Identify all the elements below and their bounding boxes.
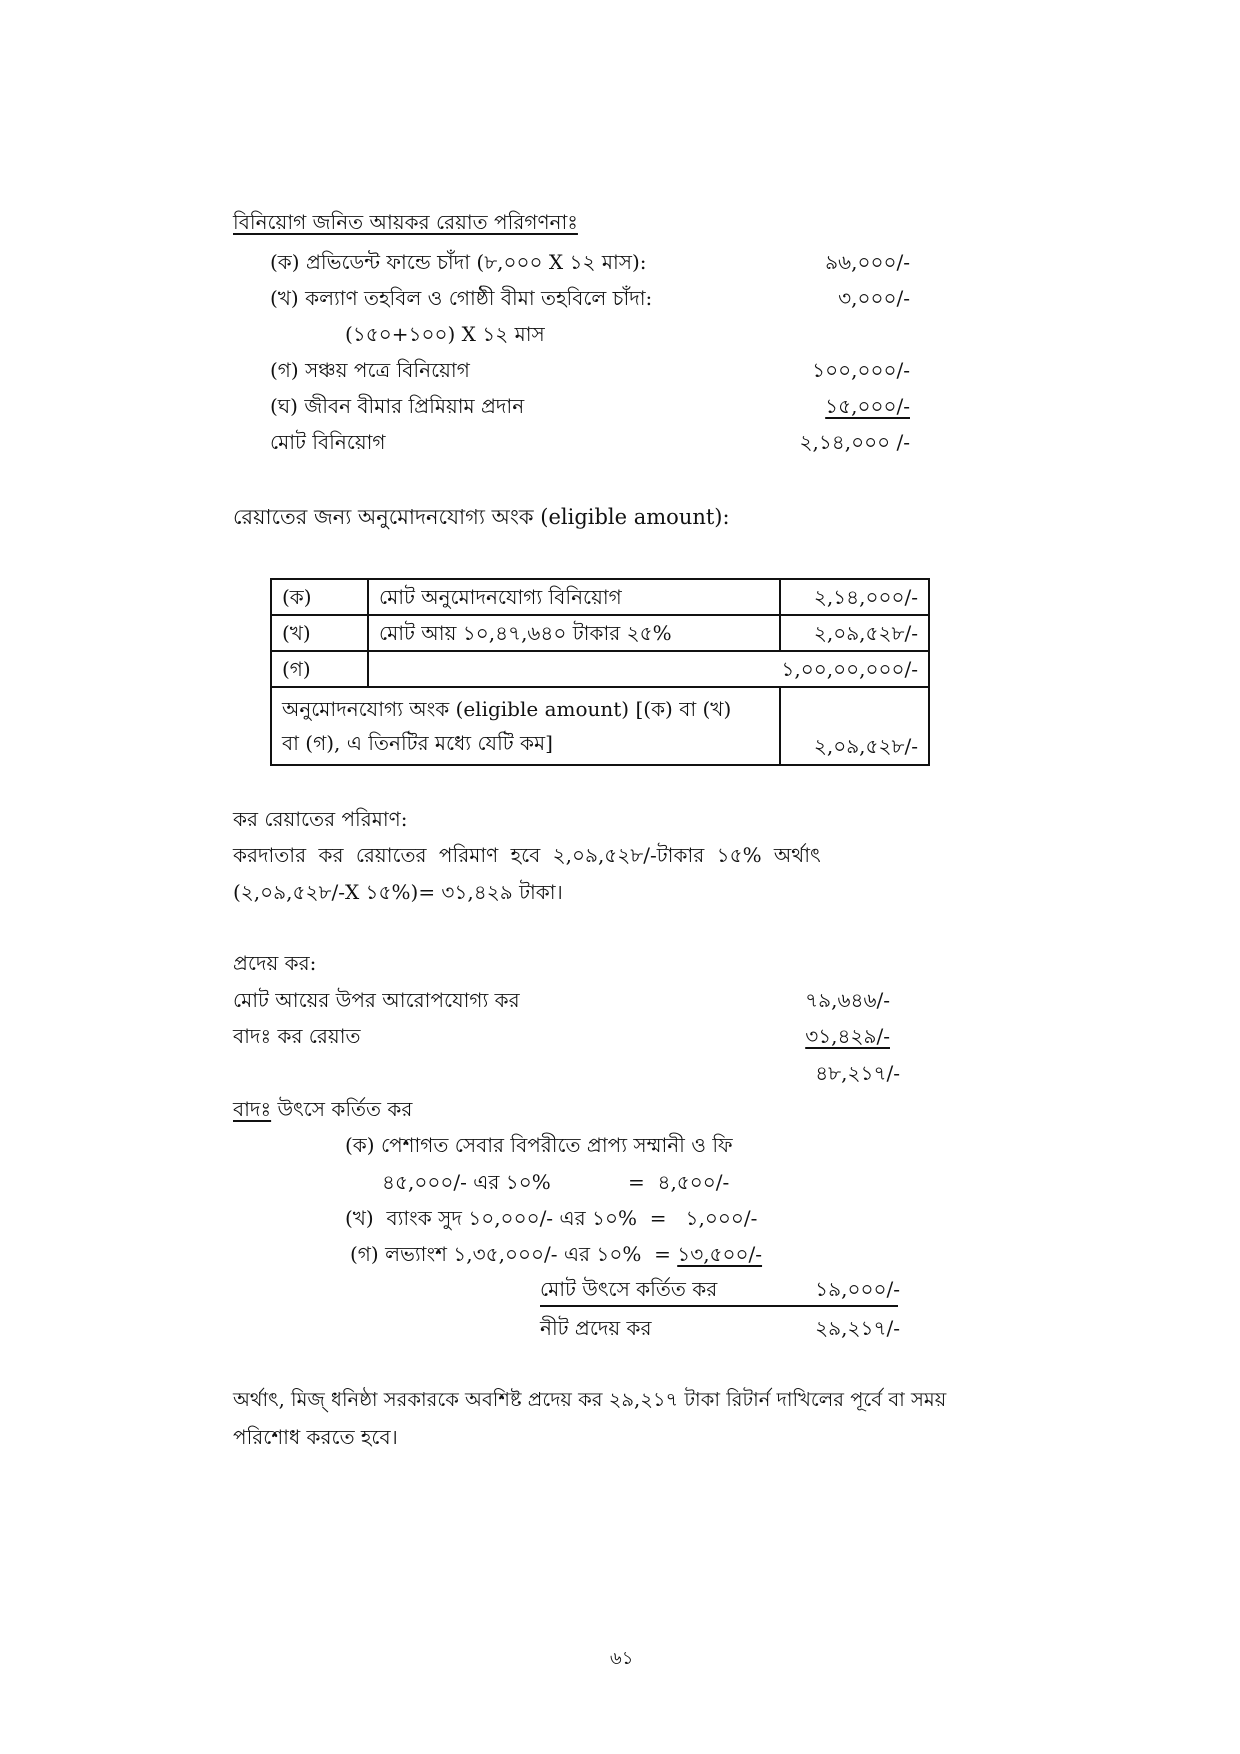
- investment-item-label: (খ) কল্যাণ তহবিল ও গোষ্ঠী বীমা তহবিলে চাঁদা:: [270, 286, 653, 310]
- investment-item-amount: ৩,০০০/-: [838, 286, 910, 310]
- source-c-prefix: (গ) লভ্যাংশ ১,৩৫,০০০/- এর ১০% =: [350, 1242, 678, 1266]
- page-number: ৬১: [610, 1648, 634, 1669]
- investment-total-amount: ২,১৪,০০০ /-: [799, 430, 910, 454]
- table-cell-final-amount: ২,০৯,৫২৮/-: [780, 687, 929, 765]
- table-cell-amount: ২,১৪,০০০/-: [780, 579, 929, 615]
- less-rebate-label: বাদঃ কর রেয়াত: [233, 1024, 361, 1048]
- source-tax-prefix: বাদঃ: [233, 1097, 272, 1121]
- total-source-label: মোট উৎসে কর্তিত কর: [540, 1277, 718, 1301]
- subtotal-amount: ৪৮,২১৭/-: [815, 1061, 900, 1085]
- tax-amount: ৭৯,৬৪৬/-: [805, 988, 890, 1012]
- table-cell-amount: ১,০০,০০,০০০/-: [368, 651, 929, 687]
- source-b: (খ) ব্যাংক সুদ ১০,০০০/- এর ১০% = ১,০০০/-: [345, 1206, 758, 1230]
- table-row: [271, 579, 929, 615]
- net-tax-amount: ২৯,২১৭/-: [815, 1316, 900, 1340]
- net-tax-label: নীট প্রদেয় কর: [540, 1316, 652, 1340]
- total-source-rule: [540, 1305, 898, 1307]
- table-row: [271, 615, 929, 651]
- source-a-calc: ৪৫,০০০/- এর ১০%: [382, 1170, 551, 1194]
- conclusion-line2: পরিশোধ করতে হবে।: [233, 1425, 398, 1449]
- rebate-heading: কর রেয়াতের পরিমাণ:: [233, 807, 408, 831]
- investment-item-amount: ৯৬,০০০/-: [825, 250, 910, 274]
- table-cell-code: (খ): [271, 615, 368, 651]
- investment-total-label: মোট বিনিয়োগ: [270, 430, 386, 454]
- source-c-amount: ১৩,৫০০/-: [677, 1242, 763, 1266]
- table-cell-final-desc: [271, 687, 780, 765]
- table-cell-code: (ক): [271, 579, 368, 615]
- rebate-line1: করদাতার কর রেয়াতের পরিমাণ হবে ২,০৯,৫২৮/-টাকার ১৫% অর্থাৎ: [233, 843, 821, 867]
- investment-item-amount: ১৫,০০০/-: [825, 394, 910, 418]
- source-a-amount: = ৪,৫০০/-: [628, 1170, 730, 1194]
- investment-item-amount: ১০০,০০০/-: [812, 358, 910, 382]
- table-row: [271, 651, 929, 687]
- table-cell-code: (গ): [271, 651, 368, 687]
- investment-item-label: (১৫০+১০০) X ১২ মাস: [345, 322, 545, 346]
- table-cell-desc: মোট অনুমোদনযোগ্য বিনিয়োগ: [368, 579, 780, 615]
- investment-item-label: (ঘ) জীবন বীমার প্রিমিয়াম প্রদান: [270, 394, 525, 418]
- final-desc-line1: অনুমোদনযোগ্য অংক (eligible amount) [(ক) বা (খ): [282, 697, 732, 721]
- conclusion-line1: অর্থাৎ, মিজ্ ধনিষ্ঠা সরকারকে অবশিষ্ট প্রদেয় কর ২৯,২১৭ টাকা রিটার্ন দাখিলের পূর্বে বা সময়: [233, 1388, 947, 1411]
- investment-heading: বিনিয়োগ জনিত আয়কর রেয়াত পরিগণনাঃ: [233, 210, 578, 234]
- tax-label: মোট আয়ের উপর আরোপযোগ্য কর: [233, 988, 520, 1012]
- eligible-amount-table: [270, 578, 930, 766]
- investment-item-label: (ক) প্রভিডেন্ট ফান্ডে চাঁদা (৮,০০০ X ১২ মাস):: [270, 250, 647, 274]
- table-row: [271, 687, 929, 765]
- source-tax-rest: উৎসে কর্তিত কর: [271, 1097, 413, 1121]
- payable-heading: প্রদেয় কর:: [233, 951, 317, 975]
- source-tax-heading: [233, 1097, 412, 1121]
- total-source-amount: ১৯,০০০/-: [815, 1277, 900, 1301]
- final-desc-line2: বা (গ), এ তিনটির মধ্যে যেটি কম]: [282, 731, 553, 755]
- eligible-heading: রেয়াতের জন্য অনুমোদনযোগ্য অংক (eligible amount):: [233, 505, 730, 529]
- less-rebate-amount: ৩১,৪২৯/-: [805, 1024, 890, 1048]
- table-cell-desc: মোট আয় ১০,৪৭,৬৪০ টাকার ২৫%: [368, 615, 780, 651]
- rebate-line2: (২,০৯,৫২৮/-X ১৫%)= ৩১,৪২৯ টাকা।: [233, 880, 563, 904]
- source-c: [350, 1242, 762, 1266]
- investment-item-label: (গ) সঞ্চয় পত্রে বিনিয়োগ: [270, 358, 470, 382]
- source-a-label: (ক) পেশাগত সেবার বিপরীতে প্রাপ্য সম্মানী ও ফি: [345, 1133, 733, 1157]
- table-cell-amount: ২,০৯,৫২৮/-: [780, 615, 929, 651]
